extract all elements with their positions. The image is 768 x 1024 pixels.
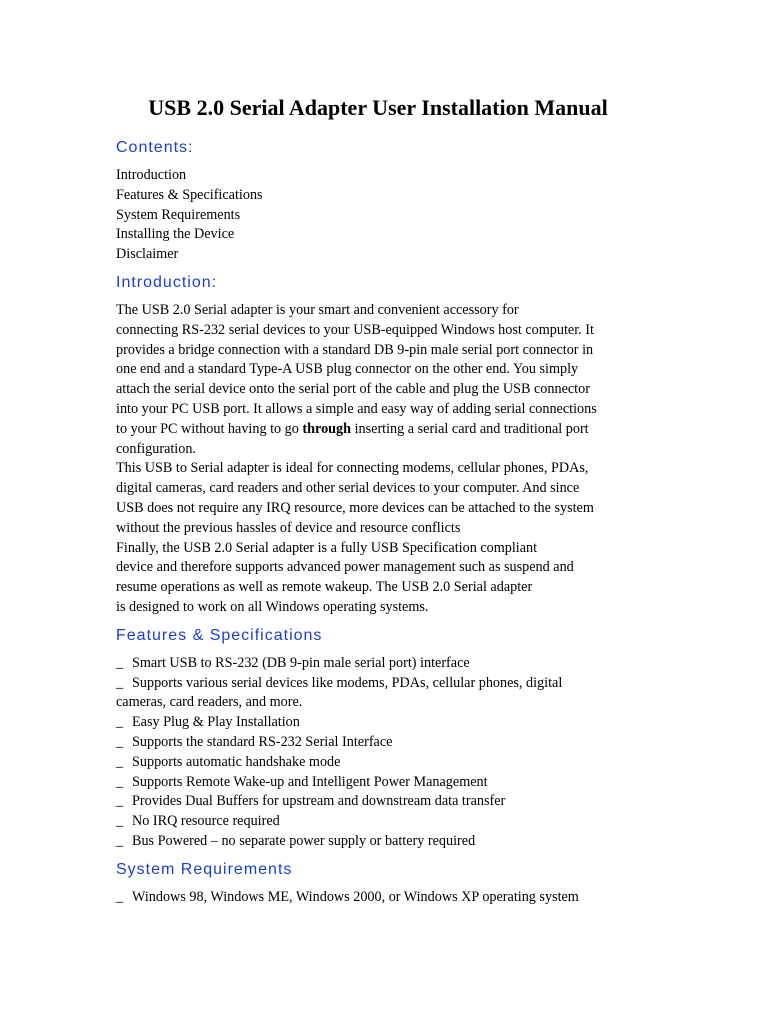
bullet-mark: _ <box>116 793 124 810</box>
bullet-mark: _ <box>116 674 124 691</box>
intro-text-segment: to your PC without having to go <box>116 420 303 437</box>
feature-item <box>116 753 656 773</box>
contents-item-installing: Installing the Device <box>116 226 235 243</box>
feature-item-line <box>116 654 656 674</box>
intro-line: is designed to work on all Windows operating systems. <box>116 598 429 615</box>
feature-item-text: Provides Dual Buffers for upstream and downstream data transfer <box>132 793 506 810</box>
bullet-mark: _ <box>116 773 124 790</box>
intro-line: Finally, the USB 2.0 Serial adapter is a fully USB Specification compliant <box>116 539 538 556</box>
feature-item <box>116 674 656 714</box>
feature-item-line <box>116 733 656 753</box>
feature-item-line <box>116 753 656 773</box>
feature-item-text: No IRQ resource required <box>132 813 280 830</box>
feature-item <box>116 713 656 733</box>
bullet-mark: _ <box>116 753 124 770</box>
document-title: USB 2.0 Serial Adapter User Installation Manual <box>148 95 608 120</box>
feature-item-line <box>116 713 656 733</box>
contents-item-introduction: Introduction <box>116 167 187 183</box>
intro-line: The USB 2.0 Serial adapter is your smart and convenient accessory for <box>116 301 519 318</box>
feature-item-text: Supports various serial devices like modems, PDAs, cellular phones, digital <box>132 674 563 691</box>
intro-line: USB does not require any IRQ resource, more devices can be attached to the system <box>116 499 594 516</box>
intro-line: resume operations as well as remote wakeup. The USB 2.0 Serial adapter <box>116 579 533 596</box>
introduction-paragraph <box>116 301 656 618</box>
bullet-mark: _ <box>116 832 124 849</box>
feature-item-line <box>116 812 656 832</box>
bullet-mark: _ <box>116 733 124 750</box>
intro-line-with-bold <box>116 420 656 440</box>
intro-line: device and therefore supports advanced power management such as suspend and <box>116 559 574 576</box>
intro-line: configuration. <box>116 440 196 457</box>
requirement-item-text: Windows 98, Windows ME, Windows 2000, or Windows XP operating system <box>132 888 579 905</box>
feature-item-text: Supports Remote Wake-up and Intelligent Power Management <box>132 773 488 790</box>
intro-line: connecting RS-232 serial devices to your USB-equipped Windows host computer. It <box>116 321 594 338</box>
feature-item-line <box>116 792 656 812</box>
document-page <box>116 92 656 908</box>
feature-item <box>116 832 656 852</box>
intro-line: provides a bridge connection with a standard DB 9-pin male serial port connector in <box>116 341 594 358</box>
system-requirements-heading: System Requirements <box>116 860 293 878</box>
feature-item-text: cameras, card readers, and more. <box>116 694 303 711</box>
features-list <box>116 654 656 852</box>
feature-item-text: Easy Plug & Play Installation <box>132 714 300 731</box>
feature-item-text: Supports the standard RS-232 Serial Interface <box>132 733 393 750</box>
contents-heading: Contents: <box>116 139 194 156</box>
features-heading: Features & Specifications <box>116 626 323 644</box>
feature-item <box>116 733 656 753</box>
feature-item-line <box>116 773 656 793</box>
requirement-item-line <box>116 888 656 908</box>
contents-list <box>116 166 656 265</box>
system-requirements-list <box>116 888 656 908</box>
feature-item-line <box>116 674 656 694</box>
feature-item <box>116 773 656 793</box>
introduction-heading: Introduction: <box>116 273 218 291</box>
feature-item <box>116 654 656 674</box>
feature-item-text: Supports automatic handshake mode <box>132 753 341 770</box>
intro-text-segment: inserting a serial card and traditional port <box>351 420 589 437</box>
intro-line: one end and a standard Type-A USB plug connector on the other end. You simply <box>116 361 579 378</box>
feature-item-text: Smart USB to RS-232 (DB 9-pin male serial port) interface <box>132 654 470 671</box>
contents-item-features: Features & Specifications <box>116 186 263 203</box>
bullet-mark: _ <box>116 888 124 905</box>
intro-line: This USB to Serial adapter is ideal for connecting modems, cellular phones, PDAs, <box>116 460 589 477</box>
requirement-item <box>116 888 656 908</box>
intro-bold-word: through <box>302 420 352 437</box>
feature-item <box>116 812 656 832</box>
intro-line: into your PC USB port. It allows a simple and easy way of adding serial connections <box>116 400 597 417</box>
feature-item-line <box>116 832 656 852</box>
intro-line: attach the serial device onto the serial port of the cable and plug the USB connector <box>116 381 590 398</box>
bullet-mark: _ <box>116 654 124 671</box>
intro-line: digital cameras, card readers and other serial devices to your computer. And since <box>116 480 580 497</box>
intro-line: without the previous hassles of device and resource conflicts <box>116 519 461 536</box>
contents-item-system-requirements: System Requirements <box>116 206 241 223</box>
feature-item-line <box>116 693 656 713</box>
feature-item <box>116 792 656 812</box>
bullet-mark: _ <box>116 813 124 830</box>
bullet-mark: _ <box>116 714 124 731</box>
feature-item-text: Bus Powered – no separate power supply or battery required <box>132 832 476 849</box>
contents-item-disclaimer: Disclaimer <box>116 246 179 263</box>
